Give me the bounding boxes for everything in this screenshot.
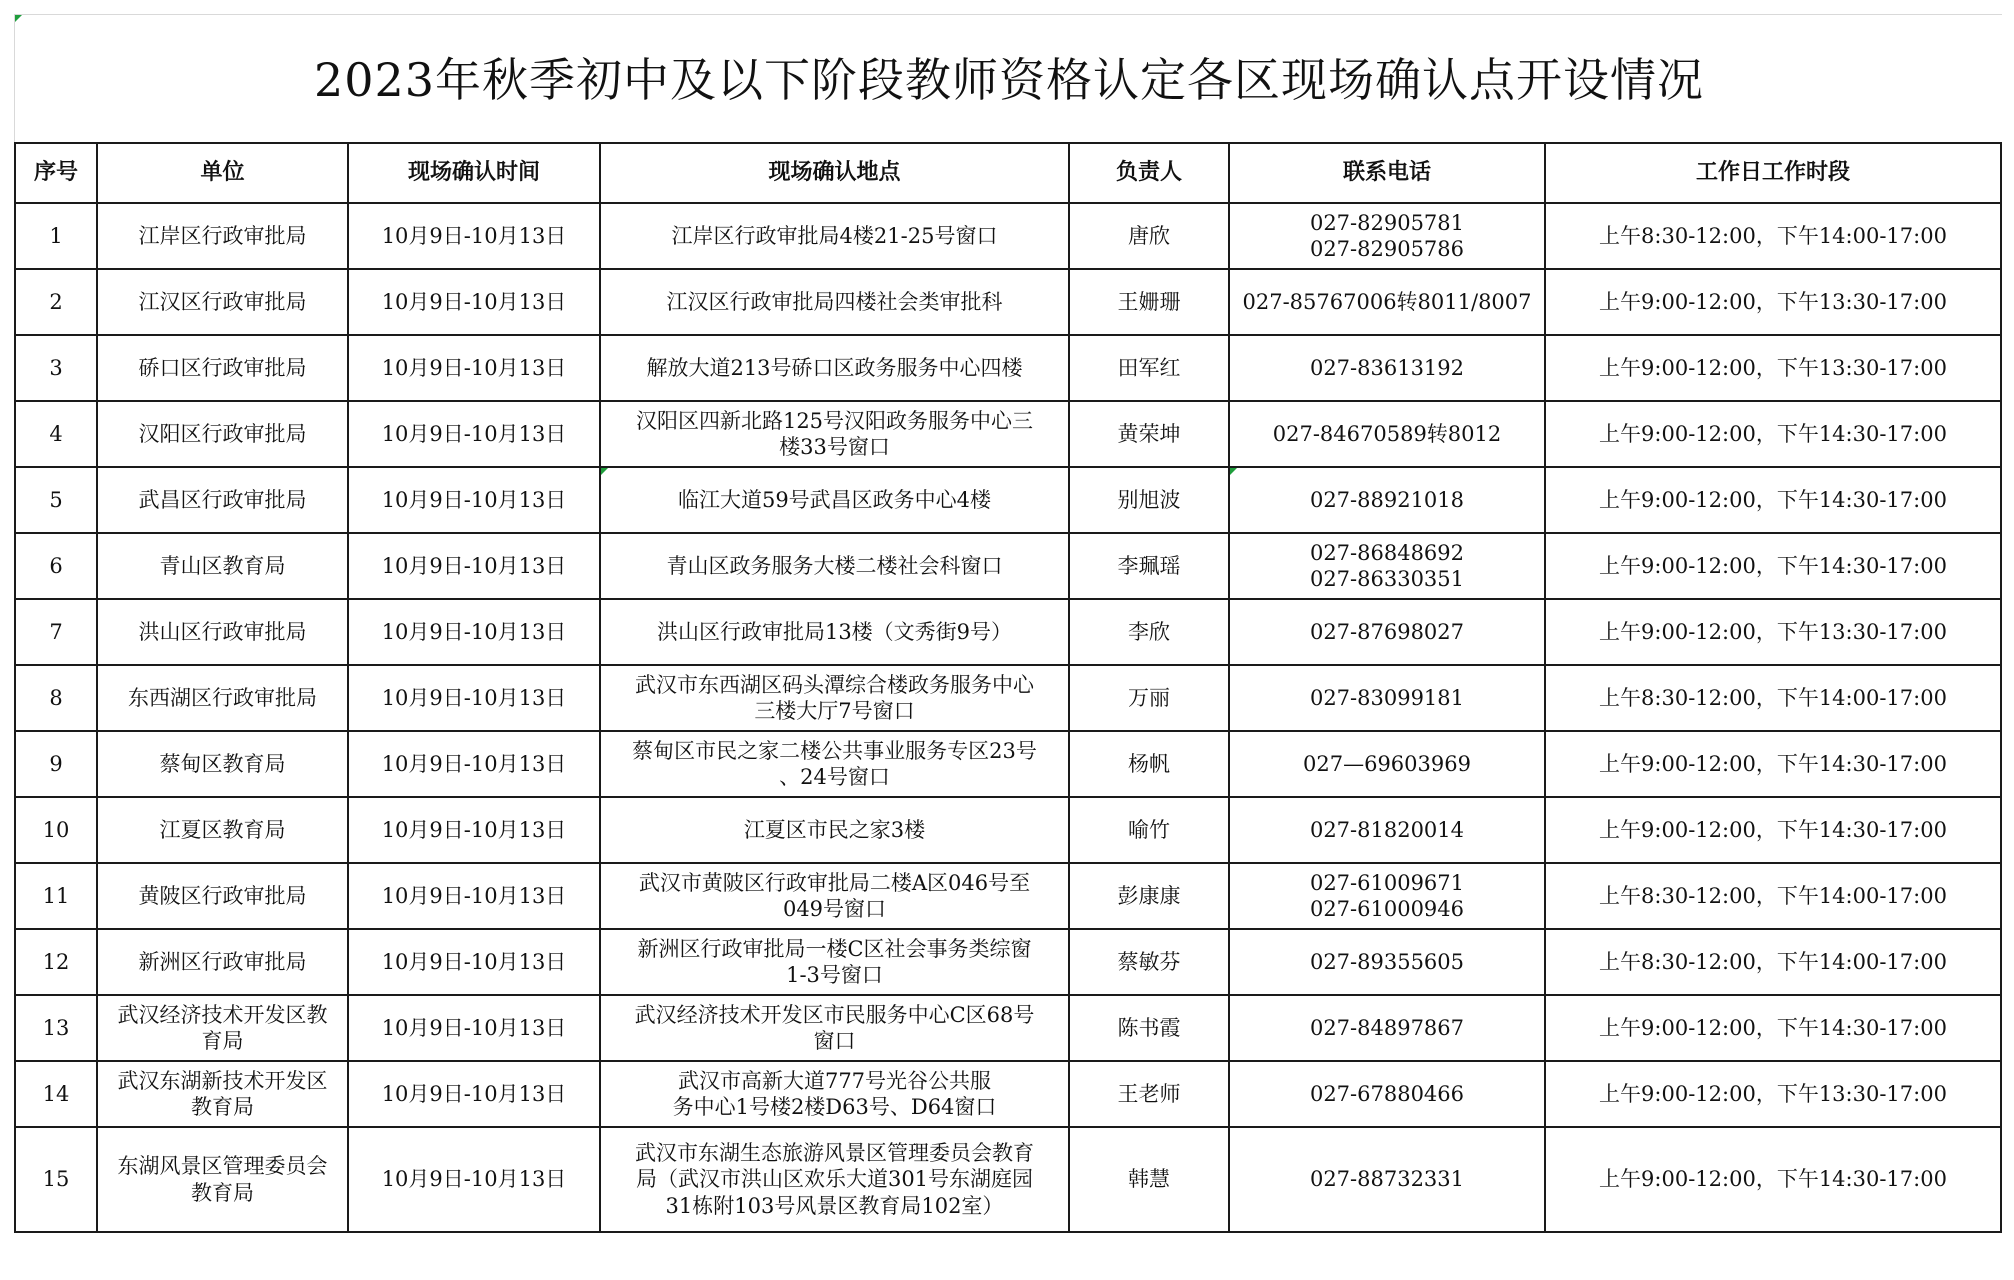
location-cell — [600, 203, 1069, 269]
location-cell — [600, 995, 1069, 1061]
confirmation-time-cell: 10月9日-10月13日 — [348, 797, 600, 863]
phone-cell-line: 027-82905781 — [1309, 210, 1465, 235]
unit-cell — [97, 797, 348, 863]
working-hours-cell: 上午9:00-12:00，下午13:30-17:00 — [1545, 269, 2001, 335]
phone-cell-line: 027-88732331 — [1309, 1167, 1465, 1192]
confirmation-time-cell: 10月9日-10月13日 — [348, 1127, 600, 1232]
row-number: 8 — [15, 665, 97, 731]
table-row — [15, 731, 2001, 797]
location-cell — [600, 599, 1069, 665]
unit-cell — [97, 731, 348, 797]
location-cell-line: 武汉市高新大道777号光谷公共服 — [677, 1068, 992, 1093]
location-cell — [600, 731, 1069, 797]
phone-cell — [1229, 1127, 1545, 1232]
row-number: 13 — [15, 995, 97, 1061]
table-row — [15, 203, 2001, 269]
location-cell — [600, 929, 1069, 995]
row-number: 10 — [15, 797, 97, 863]
unit-cell-line: 教育局 — [191, 1095, 254, 1119]
header-person: 负责人 — [1069, 143, 1229, 203]
cell-comment-marker — [1230, 468, 1237, 475]
phone-cell — [1229, 665, 1545, 731]
title-band — [14, 14, 2002, 142]
header-location: 现场确认地点 — [600, 143, 1069, 203]
unit-cell-line: 育局 — [201, 1029, 244, 1053]
cell-comment-marker — [15, 15, 22, 22]
location-cell-line: 蔡甸区市民之家二楼公共事业服务专区23号 — [632, 738, 1037, 763]
phone-cell — [1229, 863, 1545, 929]
confirmation-time-cell: 10月9日-10月13日 — [348, 599, 600, 665]
working-hours-cell: 上午9:00-12:00，下午14:30-17:00 — [1545, 797, 2001, 863]
location-cell — [600, 533, 1069, 599]
location-cell — [600, 335, 1069, 401]
phone-cell-line: 027-88921018 — [1309, 487, 1465, 512]
row-number: 4 — [15, 401, 97, 467]
row-number: 1 — [15, 203, 97, 269]
phone-cell-line: 027-84670589转8012 — [1272, 421, 1502, 446]
phone-cell-line: 027-89355605 — [1309, 949, 1465, 974]
unit-cell — [97, 467, 348, 533]
unit-cell — [97, 995, 348, 1061]
confirmation-time-cell: 10月9日-10月13日 — [348, 929, 600, 995]
location-cell — [600, 1127, 1069, 1232]
location-cell-line: 江汉区行政审批局四楼社会类审批科 — [666, 289, 1003, 314]
phone-cell — [1229, 203, 1545, 269]
location-cell-line: 局（武汉市洪山区欢乐大道301号东湖庭园 — [635, 1167, 1034, 1192]
location-cell-line: 、24号窗口 — [779, 765, 890, 789]
header-unit: 单位 — [97, 143, 348, 203]
row-number: 6 — [15, 533, 97, 599]
confirmation-time-cell: 10月9日-10月13日 — [348, 335, 600, 401]
table-row — [15, 1061, 2001, 1127]
unit-cell-line: 江夏区教育局 — [159, 817, 286, 842]
row-number: 15 — [15, 1127, 97, 1232]
phone-cell-line: 027-84897867 — [1309, 1015, 1465, 1040]
confirmation-time-cell: 10月9日-10月13日 — [348, 467, 600, 533]
spreadsheet — [14, 14, 2002, 1276]
working-hours-cell: 上午9:00-12:00，下午14:30-17:00 — [1545, 731, 2001, 797]
contact-person-cell: 蔡敏芬 — [1069, 929, 1229, 995]
location-cell-line: 武汉市东湖生态旅游风景区管理委员会教育 — [635, 1141, 1034, 1166]
table-row — [15, 533, 2001, 599]
unit-cell-line: 硚口区行政审批局 — [138, 355, 307, 380]
phone-cell-line: 027-83613192 — [1309, 355, 1465, 380]
unit-cell-line: 江汉区行政审批局 — [138, 289, 307, 314]
contact-person-cell: 唐欣 — [1069, 203, 1229, 269]
table-row — [15, 863, 2001, 929]
location-cell-line: 049号窗口 — [782, 897, 887, 921]
location-cell-line: 武汉经济技术开发区市民服务中心C区68号 — [634, 1002, 1035, 1027]
contact-person-cell: 陈书霞 — [1069, 995, 1229, 1061]
phone-cell — [1229, 335, 1545, 401]
location-cell — [600, 401, 1069, 467]
unit-cell-line: 新洲区行政审批局 — [138, 949, 307, 974]
unit-cell-line: 东西湖区行政审批局 — [128, 685, 317, 710]
location-cell-line: 窗口 — [813, 1029, 856, 1053]
row-number: 3 — [15, 335, 97, 401]
location-cell-line: 务中心1号楼2楼D63号、D64窗口 — [672, 1095, 997, 1119]
location-cell-line: 武汉市黄陂区行政审批局二楼A区046号至 — [638, 870, 1031, 895]
unit-cell — [97, 665, 348, 731]
confirmation-time-cell: 10月9日-10月13日 — [348, 863, 600, 929]
location-cell-line: 青山区政务服务大楼二楼社会科窗口 — [666, 553, 1003, 578]
location-cell-line: 楼33号窗口 — [779, 435, 890, 459]
working-hours-cell: 上午8:30-12:00，下午14:00-17:00 — [1545, 203, 2001, 269]
working-hours-cell: 上午9:00-12:00，下午14:30-17:00 — [1545, 1127, 2001, 1232]
contact-person-cell: 别旭波 — [1069, 467, 1229, 533]
row-number: 9 — [15, 731, 97, 797]
unit-cell-line: 武汉东湖新技术开发区 — [117, 1068, 328, 1093]
table-row — [15, 995, 2001, 1061]
unit-cell — [97, 599, 348, 665]
unit-cell — [97, 1061, 348, 1127]
location-cell — [600, 797, 1069, 863]
phone-cell — [1229, 269, 1545, 335]
unit-cell — [97, 335, 348, 401]
phone-cell — [1229, 1061, 1545, 1127]
contact-person-cell: 田军红 — [1069, 335, 1229, 401]
location-cell-line: 武汉市东西湖区码头潭综合楼政务服务中心 — [635, 672, 1034, 697]
working-hours-cell: 上午9:00-12:00，下午13:30-17:00 — [1545, 599, 2001, 665]
phone-cell — [1229, 599, 1545, 665]
location-cell — [600, 665, 1069, 731]
unit-cell-line: 武汉经济技术开发区教 — [117, 1002, 328, 1027]
phone-cell-line: 027—69603969 — [1303, 751, 1471, 776]
location-cell-line: 三楼大厅7号窗口 — [754, 699, 915, 723]
contact-person-cell: 黄荣坤 — [1069, 401, 1229, 467]
unit-cell-line: 教育局 — [191, 1180, 254, 1205]
phone-cell-line: 027-86330351 — [1309, 567, 1465, 591]
location-cell — [600, 1061, 1069, 1127]
confirmation-time-cell: 10月9日-10月13日 — [348, 731, 600, 797]
unit-cell-line: 洪山区行政审批局 — [138, 619, 307, 644]
phone-cell — [1229, 731, 1545, 797]
row-number: 7 — [15, 599, 97, 665]
table-row — [15, 797, 2001, 863]
phone-cell-line: 027-86848692 — [1309, 540, 1465, 565]
header-hours: 工作日工作时段 — [1545, 143, 2001, 203]
contact-person-cell: 韩慧 — [1069, 1127, 1229, 1232]
phone-cell-line: 027-61009671 — [1309, 870, 1465, 895]
phone-cell — [1229, 929, 1545, 995]
location-cell-line: 江岸区行政审批局4楼21-25号窗口 — [671, 223, 998, 248]
contact-person-cell: 王老师 — [1069, 1061, 1229, 1127]
working-hours-cell: 上午8:30-12:00，下午14:00-17:00 — [1545, 863, 2001, 929]
header-no: 序号 — [15, 143, 97, 203]
phone-cell — [1229, 995, 1545, 1061]
location-cell-line: 汉阳区四新北路125号汉阳政务服务中心三 — [635, 408, 1034, 433]
unit-cell-line: 蔡甸区教育局 — [159, 751, 286, 776]
working-hours-cell: 上午9:00-12:00，下午14:30-17:00 — [1545, 467, 2001, 533]
phone-cell — [1229, 467, 1545, 533]
cell-comment-marker — [601, 468, 608, 475]
phone-cell-line: 027-83099181 — [1309, 685, 1465, 710]
phone-cell-line: 027-81820014 — [1309, 817, 1465, 842]
unit-cell-line: 青山区教育局 — [159, 553, 286, 578]
table-body — [15, 203, 2001, 1232]
phone-cell — [1229, 533, 1545, 599]
row-number: 12 — [15, 929, 97, 995]
confirmation-time-cell: 10月9日-10月13日 — [348, 995, 600, 1061]
header-row — [15, 143, 2001, 203]
location-cell — [600, 269, 1069, 335]
phone-cell — [1229, 401, 1545, 467]
page-title: 2023年秋季初中及以下阶段教师资格认定各区现场确认点开设情况 — [313, 53, 1705, 107]
contact-person-cell: 万丽 — [1069, 665, 1229, 731]
location-cell-line: 临江大道59号武昌区政务中心4楼 — [677, 487, 992, 512]
row-number: 5 — [15, 467, 97, 533]
location-cell-line: 新洲区行政审批局一楼C区社会事务类综窗 — [637, 936, 1032, 961]
table-row — [15, 467, 2001, 533]
working-hours-cell: 上午9:00-12:00，下午14:30-17:00 — [1545, 533, 2001, 599]
contact-person-cell: 彭康康 — [1069, 863, 1229, 929]
unit-cell — [97, 533, 348, 599]
phone-cell-line: 027-61000946 — [1309, 897, 1465, 921]
confirmation-time-cell: 10月9日-10月13日 — [348, 203, 600, 269]
confirmation-sites-table — [14, 142, 2002, 1233]
unit-cell — [97, 1127, 348, 1232]
row-number: 2 — [15, 269, 97, 335]
contact-person-cell: 杨帆 — [1069, 731, 1229, 797]
confirmation-time-cell: 10月9日-10月13日 — [348, 665, 600, 731]
confirmation-time-cell: 10月9日-10月13日 — [348, 269, 600, 335]
location-cell-line: 解放大道213号硚口区政务服务中心四楼 — [646, 355, 1023, 380]
working-hours-cell: 上午9:00-12:00，下午13:30-17:00 — [1545, 1061, 2001, 1127]
table-row — [15, 665, 2001, 731]
phone-cell-line: 027-85767006转8011/8007 — [1242, 289, 1532, 314]
table-row — [15, 599, 2001, 665]
unit-cell-line: 武昌区行政审批局 — [138, 487, 307, 512]
unit-cell — [97, 863, 348, 929]
phone-cell-line: 027-87698027 — [1309, 619, 1465, 644]
row-number: 11 — [15, 863, 97, 929]
unit-cell-line: 汉阳区行政审批局 — [138, 421, 307, 446]
working-hours-cell: 上午9:00-12:00，下午14:30-17:00 — [1545, 401, 2001, 467]
unit-cell-line: 东湖风景区管理委员会 — [117, 1154, 328, 1179]
working-hours-cell: 上午9:00-12:00，下午13:30-17:00 — [1545, 335, 2001, 401]
table-row — [15, 1127, 2001, 1232]
table-row — [15, 401, 2001, 467]
contact-person-cell: 喻竹 — [1069, 797, 1229, 863]
phone-cell-line: 027-67880466 — [1309, 1081, 1465, 1106]
row-number: 14 — [15, 1061, 97, 1127]
working-hours-cell: 上午9:00-12:00，下午14:30-17:00 — [1545, 995, 2001, 1061]
location-cell-line: 1-3号窗口 — [786, 963, 883, 987]
header-phone: 联系电话 — [1229, 143, 1545, 203]
location-cell — [600, 863, 1069, 929]
contact-person-cell: 王姗珊 — [1069, 269, 1229, 335]
location-cell-line: 江夏区市民之家3楼 — [743, 817, 926, 842]
confirmation-time-cell: 10月9日-10月13日 — [348, 1061, 600, 1127]
phone-cell — [1229, 797, 1545, 863]
table-row — [15, 929, 2001, 995]
unit-cell-line: 黄陂区行政审批局 — [138, 883, 307, 908]
unit-cell — [97, 929, 348, 995]
unit-cell — [97, 203, 348, 269]
location-cell-line: 31栋附103号风景区教育局102室） — [665, 1193, 1004, 1218]
table-row — [15, 269, 2001, 335]
location-cell-line: 洪山区行政审批局13楼（文秀街9号） — [656, 619, 1013, 644]
unit-cell — [97, 401, 348, 467]
location-cell — [600, 467, 1069, 533]
confirmation-time-cell: 10月9日-10月13日 — [348, 533, 600, 599]
phone-cell-line: 027-82905786 — [1309, 237, 1465, 261]
unit-cell — [97, 269, 348, 335]
working-hours-cell: 上午8:30-12:00，下午14:00-17:00 — [1545, 929, 2001, 995]
confirmation-time-cell: 10月9日-10月13日 — [348, 401, 600, 467]
contact-person-cell: 李珮瑶 — [1069, 533, 1229, 599]
unit-cell-line: 江岸区行政审批局 — [138, 223, 307, 248]
table-row — [15, 335, 2001, 401]
header-time: 现场确认时间 — [348, 143, 600, 203]
contact-person-cell: 李欣 — [1069, 599, 1229, 665]
working-hours-cell: 上午8:30-12:00，下午14:00-17:00 — [1545, 665, 2001, 731]
